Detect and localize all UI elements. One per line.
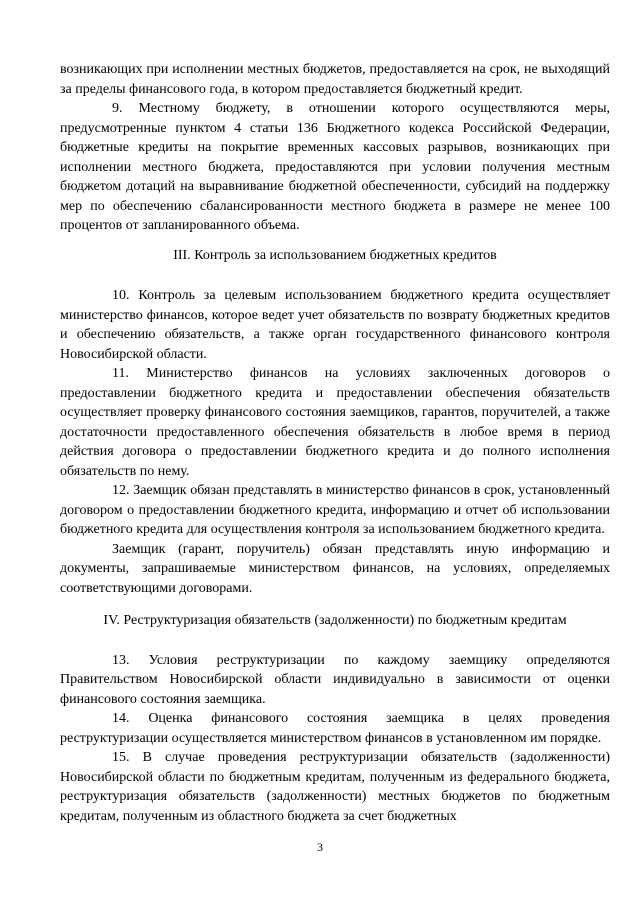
- paragraph-12: 12. Заемщик обязан представлять в министерство финансов в срок, установленный договором о предоставлении бюджетного кредита, информацию и отчет об использовании бюджетного кредита для осуществления контроля за использованием бюджетного кредита.: [60, 483, 610, 537]
- paragraph-15: 15. В случае проведения реструктуризации обязательств (задолженности) Новосибирской области по бюджетным кредитам, полученным из федерального бюджета, реструктуризация обязательств (задолженности) местных бюджетов по бюджетным кредитам, полученным из областного бюджета за счет бюджетных: [60, 750, 610, 824]
- paragraph-9: 9. Местному бюджету, в отношении которого осуществляются меры, предусмотренные пунктом 4 статьи 136 Бюджетного кодекса Российской Федерации, бюджетные кредиты на покрытие временных кассовых разрывов, возникающих при исполнении местного бюджета, предоставляются при условии получения местным бюджетом дотаций на выравнивание бюджетной обеспеченности, субсидий на поддержку мер по обеспечению сбалансированности местного бюджета в размере не менее 100 процентов от запланированного объема.: [60, 101, 610, 233]
- paragraph-10: 10. Контроль за целевым использованием бюджетного кредита осуществляет министерство финансов, которое ведет учет обязательств по возврату бюджетных кредитов и обеспечению обязательств, а также орган государственного финансового контроля Новосибирской области.: [60, 288, 610, 362]
- paragraph-13: 13. Условия реструктуризации по каждому заемщику определяются Правительством Новосибирской области индивидуально в зависимости от оценки финансового состояния заемщика.: [60, 652, 610, 707]
- section-4-heading: IV. Реструктуризация обязательств (задолженности) по бюджетным кредитам: [103, 613, 567, 628]
- paragraph-continuation: возникающих при исполнении местных бюджетов, предоставляется на срок, не выходящий за пределы финансового года, в котором предоставляется бюджетный кредит.: [60, 62, 610, 97]
- paragraph-12-continued: Заемщик (гарант, поручитель) обязан представлять иную информацию и документы, запрашиваемые министерством финансов, на условиях, определяемых соответствующими договорами.: [60, 541, 610, 596]
- paragraph-11: 11. Министерство финансов на условиях заключенных договоров о предоставлении бюджетного кредита и предоставлении обеспечения обязательств осуществляет проверку финансового состояния заемщиков, гарантов, поручителей, а также достаточности предоставленного обеспечения обязательств в любое время в период действия договора о предоставлении бюджетного кредита и до полного исполнения обязательств по нему.: [60, 366, 610, 479]
- section-3-heading: III. Контроль за использованием бюджетных кредитов: [173, 247, 497, 263]
- paragraph-14: 14. Оценка финансового состояния заемщика в целях проведения реструктуризации осуществляется министерством финансов в установленном им порядке.: [60, 711, 610, 746]
- page-number: 3: [317, 840, 323, 854]
